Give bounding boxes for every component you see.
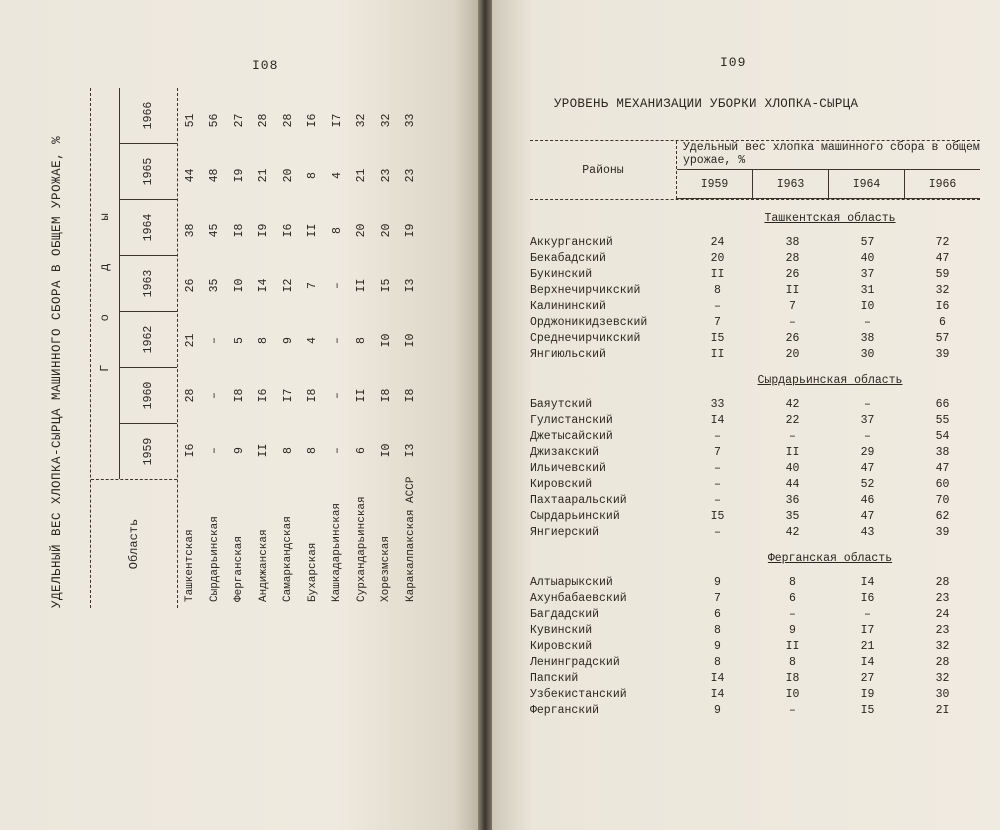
- table-row: [530, 574, 980, 590]
- table-cell: 8: [789, 655, 796, 669]
- table-cell: 8: [714, 655, 721, 669]
- table-cell: 21: [860, 639, 875, 653]
- table-cell: –: [330, 392, 344, 399]
- table-cell: I4: [860, 575, 875, 589]
- table-row: [301, 88, 326, 608]
- left-year-header: 1963: [120, 255, 177, 311]
- region-name: Каракалпакская АССР: [404, 476, 417, 602]
- table-cell: I4: [710, 687, 725, 701]
- table-cell: 48: [208, 168, 222, 183]
- table-cell: 54: [935, 429, 950, 443]
- left-year-header: 1959: [120, 423, 177, 479]
- table-cell: II: [257, 443, 271, 458]
- table-cell: II: [785, 283, 800, 297]
- table-cell: –: [330, 282, 344, 289]
- right-table-body: [530, 212, 980, 718]
- table-cell: 35: [785, 509, 800, 523]
- table-cell: 7: [789, 299, 796, 313]
- table-cell: 42: [785, 525, 800, 539]
- table-cell: 6: [789, 591, 796, 605]
- left-header-years: [91, 88, 177, 479]
- table-cell: –: [714, 299, 721, 313]
- district-name: Сырдарьинский: [530, 509, 620, 523]
- table-cell: I6: [183, 443, 197, 458]
- table-row: [530, 638, 980, 654]
- table-row: [530, 346, 980, 362]
- table-cell: 28: [935, 655, 950, 669]
- table-cell: 38: [860, 331, 875, 345]
- table-row: [530, 476, 980, 492]
- table-cell: 43: [860, 525, 875, 539]
- table-cell: I4: [710, 413, 725, 427]
- section-title: [530, 374, 980, 387]
- table-cell: 44: [183, 168, 197, 183]
- table-cell: –: [208, 447, 222, 454]
- left-year-header: 1966: [142, 101, 155, 130]
- section-title: [530, 552, 980, 565]
- table-cell: I9: [232, 168, 246, 183]
- table-cell: 26: [785, 331, 800, 345]
- right-page: [492, 0, 1000, 830]
- table-cell: 9: [714, 639, 721, 653]
- table-cell: 57: [935, 331, 950, 345]
- table-row: [530, 234, 980, 250]
- table-cell: –: [789, 703, 796, 717]
- region-name: Хорезмская: [380, 535, 393, 602]
- table-cell: I8: [232, 223, 246, 238]
- right-table-header-rule: [530, 199, 980, 200]
- table-row: [350, 88, 375, 608]
- table-row: [530, 250, 980, 266]
- table-cell: I0: [232, 278, 246, 293]
- region-name: Сырдарьинская: [208, 516, 221, 602]
- table-cell: –: [864, 429, 871, 443]
- table-row: [530, 654, 980, 670]
- table-cell: 23: [379, 168, 393, 183]
- district-name: Алтыарыкский: [530, 575, 613, 589]
- table-cell: 38: [935, 445, 950, 459]
- table-row: [530, 622, 980, 638]
- table-cell: 40: [785, 461, 800, 475]
- district-name: Ленинградский: [530, 655, 620, 669]
- table-cell: II: [355, 388, 369, 403]
- district-name: Ферганский: [530, 703, 600, 717]
- table-cell: I2: [281, 278, 295, 293]
- rotated-table-block: [50, 18, 450, 608]
- table-cell: 33: [404, 113, 418, 128]
- table-row: [276, 88, 301, 608]
- table-cell: –: [208, 392, 222, 399]
- table-cell: 22: [785, 413, 800, 427]
- table-cell: 7: [714, 591, 721, 605]
- region-name: Бухарская: [306, 542, 319, 602]
- right-header-year-cells: [677, 169, 980, 199]
- page-number-left: I08: [252, 58, 279, 73]
- table-cell: 37: [860, 413, 875, 427]
- section-title-text: Ферганская область: [767, 552, 893, 565]
- table-cell: 40: [860, 251, 875, 265]
- table-cell: I5: [710, 509, 725, 523]
- right-year-header: I966: [928, 177, 957, 191]
- table-cell: 32: [379, 113, 393, 128]
- table-cell: I8: [232, 388, 246, 403]
- table-cell: 27: [232, 113, 246, 128]
- region-name: Сурхандарьинская: [355, 496, 368, 602]
- table-cell: I7: [860, 623, 875, 637]
- table-row: [399, 88, 424, 608]
- table-cell: 72: [935, 235, 950, 249]
- right-header-description: Удельный вес хлопка машинного сбора в общем урожае, %: [683, 141, 980, 167]
- table-cell: I9: [404, 223, 418, 238]
- table-cell: 23: [935, 623, 950, 637]
- table-cell: 8: [306, 172, 320, 179]
- table-cell: 24: [710, 235, 725, 249]
- table-cell: 38: [183, 223, 197, 238]
- table-cell: –: [208, 337, 222, 344]
- section-title-text: Сырдарьинская область: [757, 374, 903, 387]
- left-header-region: Область: [91, 479, 177, 608]
- table-cell: 59: [935, 267, 950, 281]
- table-row: [530, 412, 980, 428]
- table-cell: II: [785, 639, 800, 653]
- table-cell: 20: [281, 168, 295, 183]
- district-name: Янгиюльский: [530, 347, 606, 361]
- district-name: Букинский: [530, 267, 593, 281]
- book-gutter: [478, 0, 492, 830]
- region-name: Андижанская: [257, 529, 270, 602]
- right-header-values: [677, 141, 980, 199]
- table-cell: 7: [714, 315, 721, 329]
- left-table-header: [91, 88, 177, 608]
- district-name: Калининский: [530, 299, 606, 313]
- table-cell: –: [864, 607, 871, 621]
- table-cell: –: [330, 447, 344, 454]
- table-cell: 47: [935, 251, 950, 265]
- table-row: [530, 314, 980, 330]
- district-name: Ахунбабаевский: [530, 591, 627, 605]
- table-cell: 7: [714, 445, 721, 459]
- table-cell: I3: [404, 278, 418, 293]
- table-cell: 37: [860, 267, 875, 281]
- table-cell: 47: [860, 509, 875, 523]
- table-cell: 47: [935, 461, 950, 475]
- table-row: [203, 88, 228, 608]
- left-year-header: 1962: [120, 311, 177, 367]
- table-cell: –: [714, 477, 721, 491]
- table-cell: 28: [183, 388, 197, 403]
- table-row: [325, 88, 350, 608]
- table-cell: 52: [860, 477, 875, 491]
- table-row: [252, 88, 277, 608]
- table-cell: I6: [281, 223, 295, 238]
- table-cell: 8: [306, 447, 320, 454]
- table-cell: 6: [714, 607, 721, 621]
- right-table: [530, 140, 980, 718]
- table-row: [530, 330, 980, 346]
- table-cell: 6: [355, 447, 369, 454]
- table-cell: I0: [404, 333, 418, 348]
- district-name: Аккурганский: [530, 235, 613, 249]
- district-name: Джетысайский: [530, 429, 613, 443]
- table-cell: 6: [939, 315, 946, 329]
- table-cell: I5: [379, 278, 393, 293]
- district-name: Баяутский: [530, 397, 593, 411]
- left-table: [90, 88, 423, 608]
- table-cell: 39: [935, 347, 950, 361]
- table-cell: 57: [860, 235, 875, 249]
- table-cell: I3: [404, 443, 418, 458]
- table-cell: 45: [208, 223, 222, 238]
- table-cell: –: [330, 337, 344, 344]
- table-row: [530, 428, 980, 444]
- table-cell: I4: [860, 655, 875, 669]
- table-cell: 39: [935, 525, 950, 539]
- table-cell: 8: [714, 283, 721, 297]
- region-name: Ташкентская: [184, 529, 197, 602]
- table-cell: 9: [789, 623, 796, 637]
- right-year-header: I964: [829, 170, 905, 198]
- table-cell: –: [714, 461, 721, 475]
- table-cell: I7: [281, 388, 295, 403]
- table-cell: 55: [935, 413, 950, 427]
- table-cell: 20: [379, 223, 393, 238]
- table-cell: I0: [379, 443, 393, 458]
- table-cell: 2I: [935, 703, 950, 717]
- district-name: Верхнечирчикский: [530, 283, 641, 297]
- table-cell: 21: [183, 333, 197, 348]
- left-header-year-cells: [119, 88, 177, 479]
- table-cell: 31: [860, 283, 875, 297]
- table-cell: I0: [860, 299, 875, 313]
- table-cell: I6: [257, 388, 271, 403]
- table-cell: –: [714, 493, 721, 507]
- table-cell: 38: [785, 235, 800, 249]
- district-name: Орджоникидзевский: [530, 315, 648, 329]
- region-name: Самаркандская: [282, 516, 295, 602]
- table-row: [530, 282, 980, 298]
- table-cell: I0: [379, 333, 393, 348]
- table-cell: 28: [785, 251, 800, 265]
- table-cell: 9: [714, 575, 721, 589]
- table-cell: I8: [306, 388, 320, 403]
- table-cell: 30: [860, 347, 875, 361]
- table-cell: I6: [306, 113, 320, 128]
- table-cell: 4: [306, 337, 320, 344]
- table-cell: 9: [281, 337, 295, 344]
- table-row: [530, 298, 980, 314]
- table-cell: 35: [208, 278, 222, 293]
- left-page: [0, 0, 478, 830]
- district-name: Гулистанский: [530, 413, 613, 427]
- table-cell: 28: [281, 113, 295, 128]
- page-number-right: I09: [720, 55, 747, 70]
- table-cell: II: [355, 278, 369, 293]
- left-header-years-label: Г о д ы: [98, 195, 112, 372]
- table-cell: 8: [281, 447, 295, 454]
- district-name: Бекабадский: [530, 251, 606, 265]
- table-cell: I6: [935, 299, 950, 313]
- table-row: [530, 508, 980, 524]
- table-cell: 21: [257, 168, 271, 183]
- table-row: [530, 606, 980, 622]
- table-cell: –: [789, 429, 796, 443]
- table-cell: 8: [789, 575, 796, 589]
- region-name: Кашкадарьинская: [331, 502, 344, 602]
- district-name: Янгиерский: [530, 525, 600, 539]
- table-row: [374, 88, 399, 608]
- table-cell: 20: [355, 223, 369, 238]
- table-cell: 70: [935, 493, 950, 507]
- table-cell: II: [710, 347, 725, 361]
- district-name: Узбекистанский: [530, 687, 627, 701]
- table-cell: II: [306, 223, 320, 238]
- table-cell: 8: [330, 227, 344, 234]
- table-cell: 56: [208, 113, 222, 128]
- table-cell: 32: [935, 283, 950, 297]
- table-row: [530, 686, 980, 702]
- section-title: [530, 212, 980, 225]
- table-cell: 9: [714, 703, 721, 717]
- table-cell: 7: [306, 282, 320, 289]
- table-cell: 20: [710, 251, 725, 265]
- table-cell: 42: [785, 397, 800, 411]
- table-cell: 9: [232, 447, 246, 454]
- district-name: Джизакский: [530, 445, 600, 459]
- table-cell: 26: [785, 267, 800, 281]
- table-cell: 66: [935, 397, 950, 411]
- table-cell: 28: [257, 113, 271, 128]
- table-cell: 20: [785, 347, 800, 361]
- table-cell: 28: [935, 575, 950, 589]
- table-cell: I4: [710, 671, 725, 685]
- district-name: Папский: [530, 671, 579, 685]
- table-cell: 32: [935, 671, 950, 685]
- table-cell: 24: [935, 607, 950, 621]
- table-cell: 62: [935, 509, 950, 523]
- table-row: [530, 266, 980, 282]
- right-table-title: УРОВЕНЬ МЕХАНИЗАЦИИ УБОРКИ ХЛОПКА-СЫРЦА: [554, 97, 859, 111]
- table-cell: 47: [860, 461, 875, 475]
- table-cell: 23: [935, 591, 950, 605]
- table-cell: I5: [860, 703, 875, 717]
- table-cell: 4: [330, 172, 344, 179]
- table-cell: I5: [710, 331, 725, 345]
- table-cell: 26: [183, 278, 197, 293]
- table-cell: 8: [355, 337, 369, 344]
- table-cell: 8: [714, 623, 721, 637]
- table-cell: II: [710, 267, 725, 281]
- table-cell: 5: [232, 337, 246, 344]
- table-cell: –: [714, 525, 721, 539]
- table-cell: –: [789, 607, 796, 621]
- table-cell: I6: [860, 591, 875, 605]
- table-cell: 46: [860, 493, 875, 507]
- table-cell: I8: [404, 388, 418, 403]
- district-name: Пахтааральский: [530, 493, 627, 507]
- table-cell: 30: [935, 687, 950, 701]
- table-row: [530, 670, 980, 686]
- table-row: [530, 444, 980, 460]
- table-row: [530, 702, 980, 718]
- district-name: Багдадский: [530, 607, 600, 621]
- table-cell: 51: [183, 113, 197, 128]
- district-name: Кировский: [530, 639, 593, 653]
- right-year-header: I959: [677, 170, 753, 198]
- left-table-title: УДЕЛЬНЫЙ ВЕС ХЛОПКА-СЫРЦА МАШИННОГО СБОРА В ОБЩЕМ УРОЖАЕ, %: [50, 135, 64, 608]
- table-cell: 32: [935, 639, 950, 653]
- table-cell: 23: [404, 168, 418, 183]
- table-cell: I7: [330, 113, 344, 128]
- table-cell: –: [864, 397, 871, 411]
- table-row: [530, 460, 980, 476]
- district-name: Кировский: [530, 477, 593, 491]
- table-cell: 21: [355, 168, 369, 183]
- left-year-header: 1965: [120, 143, 177, 199]
- table-cell: I8: [379, 388, 393, 403]
- table-cell: I9: [860, 687, 875, 701]
- table-cell: 32: [355, 113, 369, 128]
- table-cell: 29: [860, 445, 875, 459]
- table-cell: II: [785, 445, 800, 459]
- table-row: [530, 524, 980, 540]
- table-cell: I8: [785, 671, 800, 685]
- table-cell: –: [864, 315, 871, 329]
- district-name: Среднечирчикский: [530, 331, 641, 345]
- table-cell: –: [714, 429, 721, 443]
- district-name: Кувинский: [530, 623, 593, 637]
- table-cell: 44: [785, 477, 800, 491]
- section-title-text: Ташкентская область: [764, 212, 896, 225]
- right-table-header: [530, 141, 980, 199]
- table-cell: I9: [257, 223, 271, 238]
- table-row: [530, 396, 980, 412]
- table-cell: 33: [710, 397, 725, 411]
- right-header-region: Районы: [530, 141, 677, 199]
- left-table-body: [178, 88, 423, 608]
- table-row: [178, 88, 203, 608]
- table-cell: I0: [785, 687, 800, 701]
- left-year-header: 1960: [120, 367, 177, 423]
- table-cell: I4: [257, 278, 271, 293]
- right-year-header: I963: [753, 170, 829, 198]
- table-cell: 8: [257, 337, 271, 344]
- left-year-header: 1964: [120, 199, 177, 255]
- table-row: [227, 88, 252, 608]
- table-cell: –: [789, 315, 796, 329]
- region-name: Ферганская: [233, 535, 246, 602]
- table-row: [530, 590, 980, 606]
- district-name: Ильичевский: [530, 461, 606, 475]
- table-cell: 36: [785, 493, 800, 507]
- table-cell: 27: [860, 671, 875, 685]
- table-cell: 60: [935, 477, 950, 491]
- table-row: [530, 492, 980, 508]
